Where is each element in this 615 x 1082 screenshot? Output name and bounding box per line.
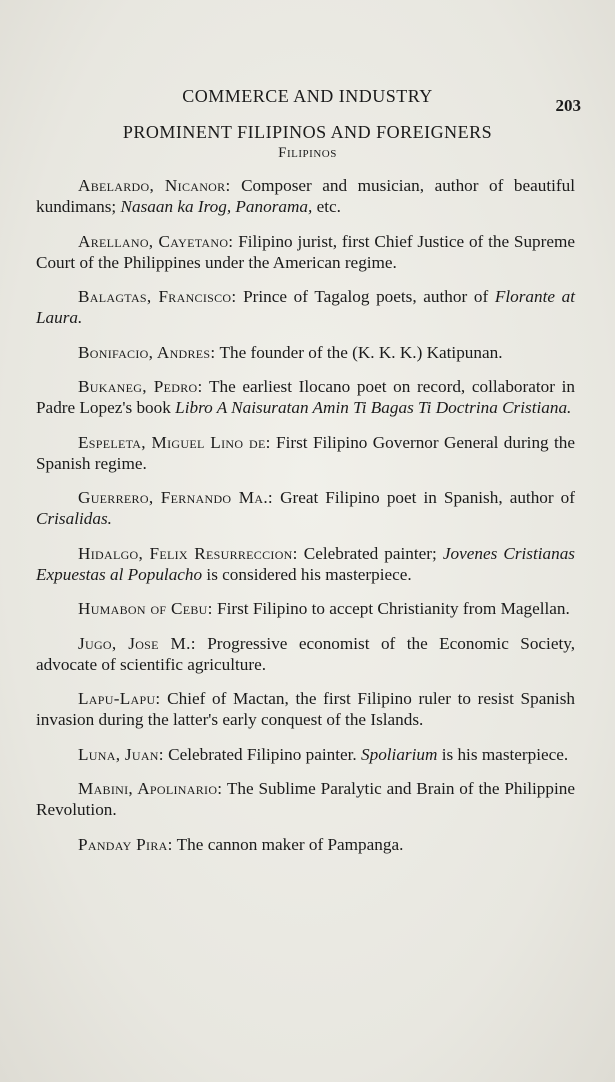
entry-description: The Sublime Paralytic and Brain of the Philippine Revolution. — [36, 779, 575, 819]
entry-description: Celebrated Filipino painter. — [163, 744, 361, 764]
entry-name: Humabon of Cebu: — [78, 599, 213, 618]
entry-name: Espeleta, Miguel Lino de: — [78, 432, 271, 452]
section-subheading: Filipinos — [278, 145, 337, 161]
entry — [36, 231, 575, 273]
entry — [36, 432, 575, 474]
entry-name: Lapu-Lapu: — [78, 689, 161, 708]
entry-name: Jugo, Jose M.: — [78, 633, 196, 653]
entry — [36, 688, 575, 730]
entry-description: is considered his masterpiece. — [202, 564, 412, 584]
entry-name: Hidalgo, Felix Resurreccion: — [78, 543, 298, 563]
section-heading: PROMINENT FILIPINOS AND FOREIGNERS — [122, 122, 493, 142]
entry-name: Luna, Juan: — [78, 744, 164, 764]
entry-work-title: Spoliarium — [361, 744, 438, 764]
entry-description: Celebrated painter; — [297, 543, 443, 563]
entry-work-title: Nasaan ka Irog, Panorama, — [120, 197, 313, 216]
entry — [36, 286, 575, 328]
entry-name: Guerrero, Fernando Ma.: — [78, 488, 273, 507]
entry — [36, 778, 575, 820]
entry-name: Abelardo, Nicanor: — [78, 176, 231, 195]
entry-description: Progressive economist of the Economic Society, advocate of scientific agriculture. — [36, 633, 575, 674]
entry-description: is his masterpiece. — [437, 744, 569, 764]
entry-description: etc. — [312, 197, 341, 216]
entry — [36, 633, 575, 675]
entry-name: Panday Pira: — [78, 834, 173, 854]
entry-list — [36, 175, 575, 868]
entry-description: Great Filipino poet in Spanish, author of — [273, 488, 575, 507]
entry — [36, 744, 575, 765]
running-head: COMMERCE AND INDUSTRY — [182, 86, 433, 106]
entry — [36, 342, 575, 363]
entry-work-title: Crisalidas. — [36, 509, 112, 528]
entry-description: First Filipino Governor General during the Spanish regime. — [36, 432, 575, 473]
entry-description: Chief of Mactan, the first Filipino ruler to resist Spanish invasion during the latter's early conquest of the Islands. — [36, 689, 575, 729]
entry — [36, 598, 575, 619]
entry — [36, 543, 575, 585]
entry — [36, 834, 575, 855]
entry — [36, 175, 575, 217]
entry-description: First Filipino to accept Christianity from Magellan. — [212, 599, 570, 618]
entry — [36, 376, 575, 418]
entry — [36, 487, 575, 529]
page-number: 203 — [555, 96, 581, 115]
entry-work-title: Libro A Naisuratan Amin Ti Bagas Ti Doctrina Cristiana. — [175, 398, 572, 417]
entry-description: Filipino jurist, first Chief Justice of the Supreme Court of the Philippines under the American regime. — [36, 231, 575, 272]
entry-name: Balagtas, Francisco: — [78, 287, 237, 306]
entry-name: Bonifacio, Andres: — [78, 342, 216, 362]
entry-work-title: Florante at Laura. — [36, 287, 575, 327]
entry-description: The earliest Ilocano poet on record, collaborator in Padre Lopez's book — [36, 377, 575, 417]
entry-description: Composer and musician, author of beautiful kundimans; — [36, 176, 576, 216]
entry-name: Arellano, Cayetano: — [78, 231, 234, 251]
entry-work-title: Jovenes Cristianas Expuestas al Populacho — [36, 543, 575, 584]
entry-description: The cannon maker of Pampanga. — [172, 834, 404, 854]
entry-name: Bukaneg, Pedro: — [78, 377, 203, 396]
entry-description: Prince of Tagalog poets, author of — [236, 287, 495, 306]
entry-description: The founder of the (K. K. K.) Katipunan. — [215, 342, 503, 362]
entry-name: Mabini, Apolinario: — [78, 779, 223, 798]
